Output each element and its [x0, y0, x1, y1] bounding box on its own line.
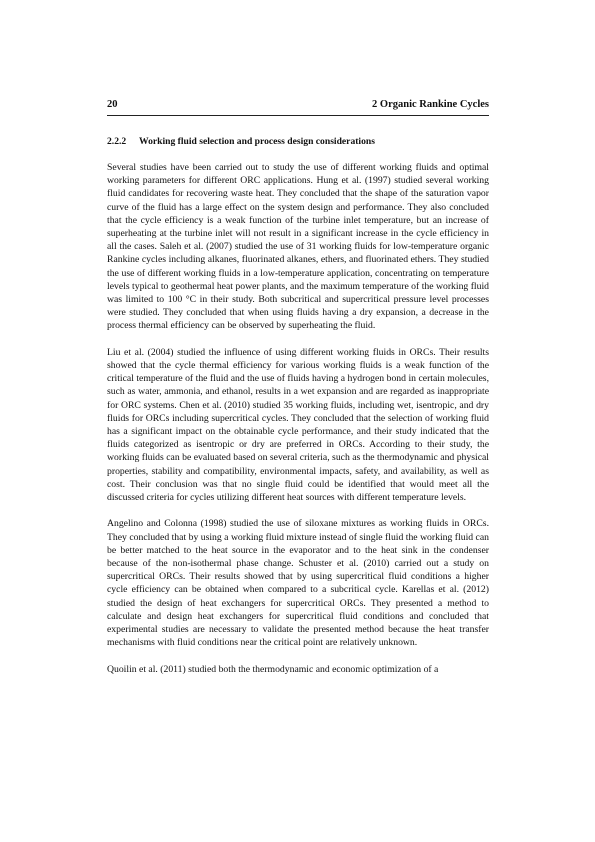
paragraph: Liu et al. (2004) studied the influence of using different working fluids in ORCs. Their results showed that the cycle thermal efficiency for various working fluids is a weak function of the critical temperature of the fluid and the use of fluids having a hydrogen bond in certain molecules, such as water, ammonia, and ethanol, results in a wet expansion and are regarded as inappropriate for ORC systems. Chen et al. (2010) studied 35 working fluids, including wet, isentropic, and dry fluids for ORCs including supercritical cycles. They concluded that the selection of working fluid has a significant impact on the obtainable cycle performance, and their study indicated that the fluids categorized as isentropic or dry are preferred in ORCs. According to their study, the working fluids can be evaluated based on several criteria, such as the thermodynamic and physical properties, stability and compatibility, environmental impacts, safety, and availability, as well as cost. Their conclusion was that no single fluid could be identified that would meet all the discussed criteria for cycles utilizing different heat sources with different temperature levels.: [107, 346, 489, 504]
paragraph: Quoilin et al. (2011) studied both the thermodynamic and economic optimization of a: [107, 663, 439, 675]
page-content: [107, 98, 489, 676]
section-number: 2.2.2: [107, 136, 127, 147]
running-header: [107, 98, 489, 116]
section-title: Working fluid selection and process design considerations: [139, 136, 375, 147]
page-number: 20: [107, 99, 118, 110]
section-heading: [107, 135, 489, 148]
body-text: [107, 161, 489, 676]
chapter-title: 2 Organic Rankine Cycles: [372, 99, 489, 110]
paragraph: Angelino and Colonna (1998) studied the use of siloxane mixtures as working fluids in ORCs. They concluded that by using a working fluid mixture instead of single fluid the working fluid can be better matched to the heat source in the evaporator and to the heat sink in the condenser because of the non-isothermal phase change. Schuster et al. (2010) carried out a study on supercritical ORCs. Their results showed that by using supercritical fluid conditions a higher cycle efficiency can be obtained when compared to a subcritical cycle. Karellas et al. (2012) studied the design of heat exchangers for supercritical ORCs. They presented a method to calculate and design heat exchangers for supercritical fluid conditions and concluded that experimental studies are necessary to validate the presented method because the heat transfer mechanisms with fluid conditions near the critical point are relatively unknown.: [107, 518, 489, 649]
paragraph: Several studies have been carried out to study the use of different working fluids and optimal working parameters for different ORC applications. Hung et al. (1997) studied several working fluid candidates for recovering waste heat. They concluded that the shape of the saturation vapor curve of the fluid has a large effect on the system design and performance. They also concluded that the cycle efficiency is a weak function of the turbine inlet temperature, but an increase of superheating at the turbine inlet will not result in a significant increase in the cycle efficiency in all the cases. Saleh et al. (2007) studied the use of 31 working fluids for low-temperature organic Rankine cycles including alkanes, fluorinated alkanes, ethers, and fluorinated ethers. They studied the use of different working fluids in a low-temperature application, concentrating on temperature levels typical to geothermal heat power plants, and the maximum temperature of the working fluid was limited to 100 °C in their study. Both subcritical and supercritical pressure level processes were studied. They concluded that when using fluids having a dry expansion, a decrease in the process thermal efficiency can be observed by superheating the fluid.: [107, 162, 489, 332]
